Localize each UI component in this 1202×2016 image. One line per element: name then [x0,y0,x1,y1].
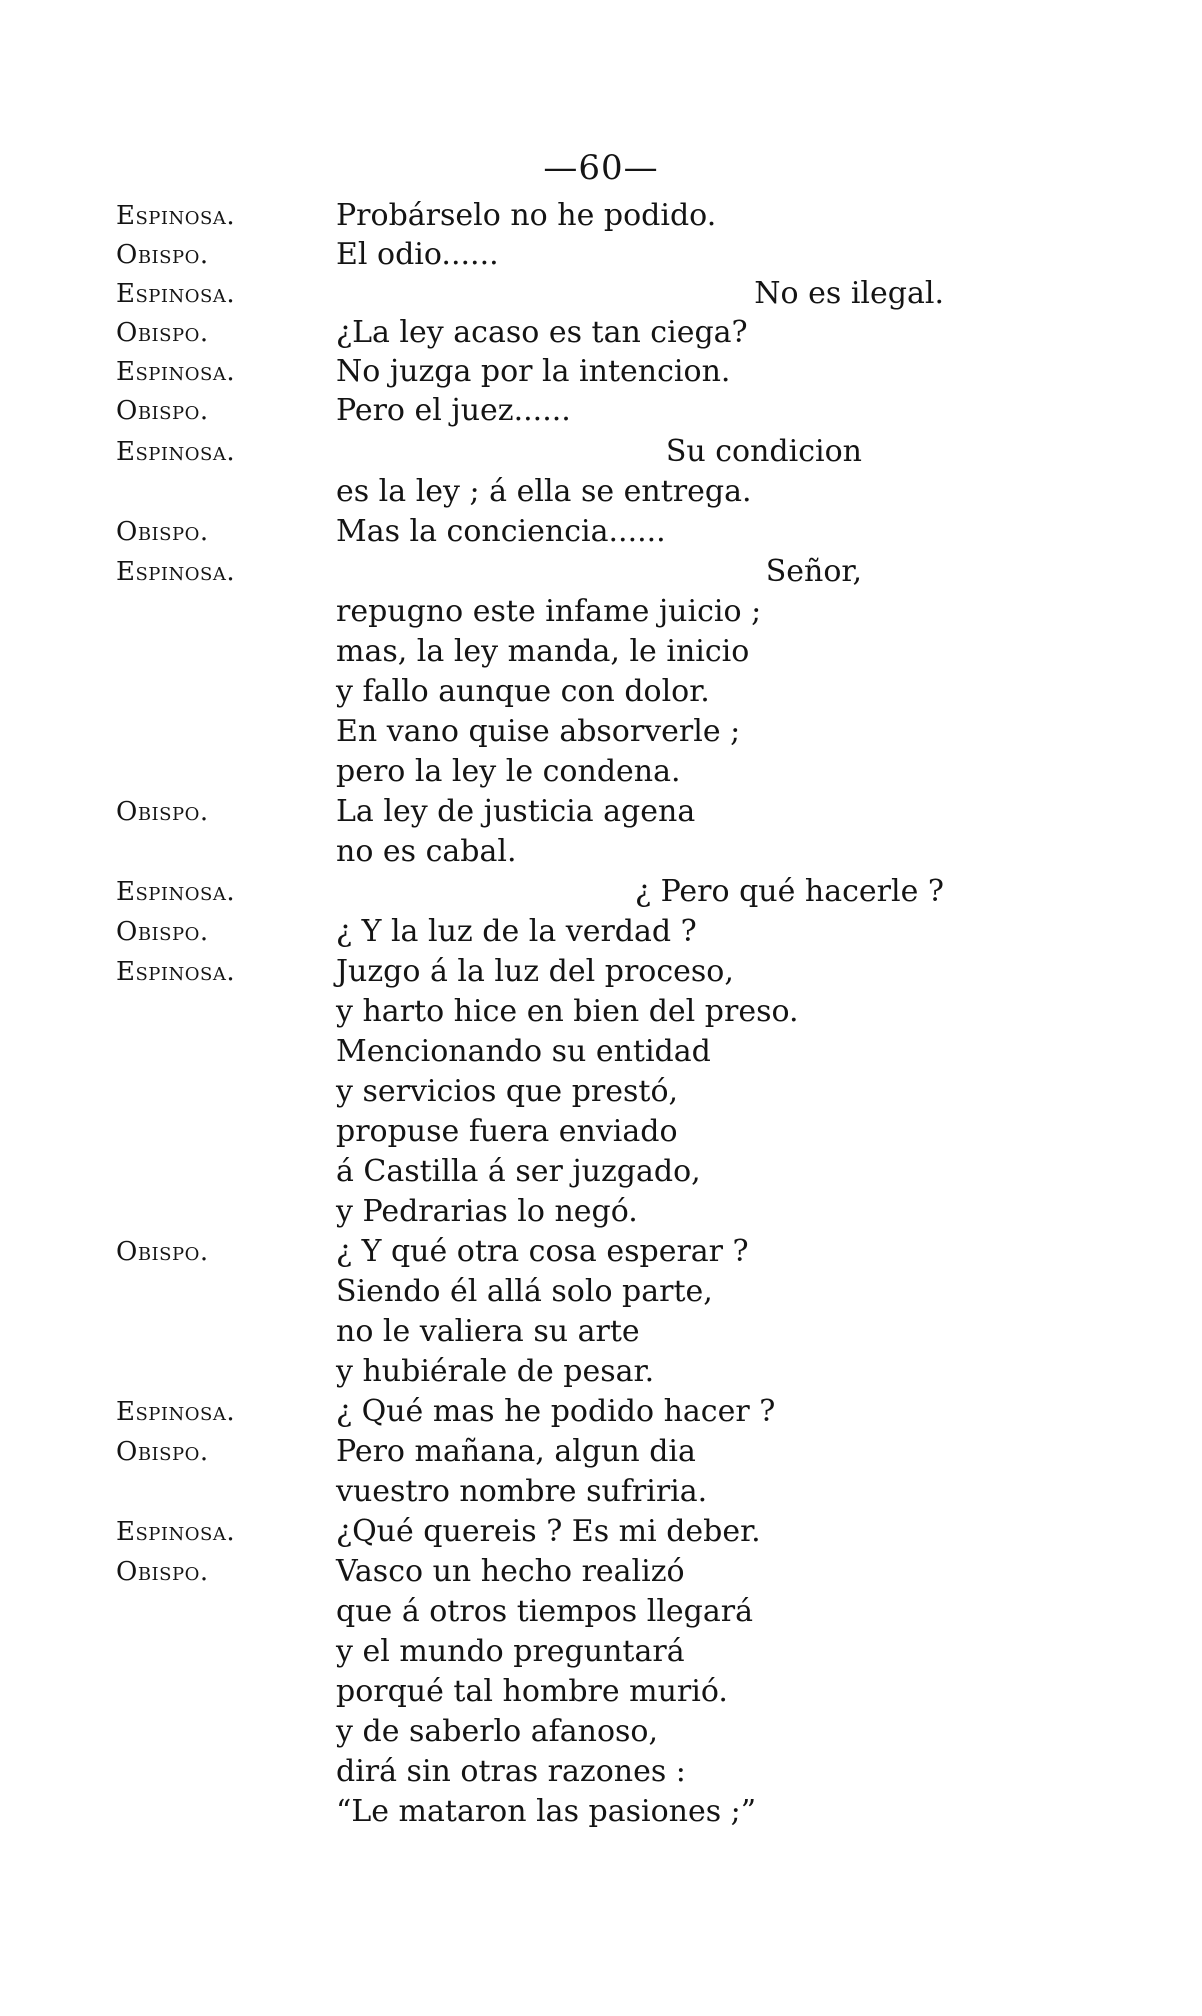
verse-text: y harto hice en bien del preso. [336,994,799,1029]
page-number: —60— [543,148,659,188]
dialogue-line [0,1392,1202,1432]
dialogue-line [0,235,1202,275]
dialogue-line [0,1472,1202,1512]
speaker-name: Obispo. [116,1557,209,1587]
dialogue-line [0,196,1202,236]
verse-text: propuse fuera enviado [336,1114,678,1149]
dialogue-line [0,1232,1202,1272]
verse-text: No es ilegal. [754,276,944,311]
verse-text: El odio...... [336,237,499,272]
dialogue-line [0,1272,1202,1312]
verse-text: “Le mataron las pasiones ;” [336,1794,757,1829]
verse-text: mas, la ley manda, le inicio [336,634,750,669]
speaker-name: Espinosa. [116,557,236,587]
speaker-name: Espinosa. [116,437,236,467]
verse-text: Pero mañana, algun dia [336,1434,696,1469]
speaker-name: Espinosa. [116,957,236,987]
speaker-name: Espinosa. [116,357,236,387]
dialogue-line [0,712,1202,752]
verse-text: y hubiérale de pesar. [336,1354,655,1389]
speaker-name: Obispo. [116,517,209,547]
dialogue-line [0,1512,1202,1552]
dialogue-line [0,274,1202,314]
dialogue-line [0,1792,1202,1832]
verse-text: porqué tal hombre murió. [336,1674,728,1709]
dialogue-line [0,1592,1202,1632]
verse-text: Juzgo á la luz del proceso, [336,954,734,989]
speaker-name: Obispo. [116,1237,209,1267]
verse-text: es la ley ; á ella se entrega. [336,474,752,509]
speaker-name: Obispo. [116,396,209,426]
verse-text: Pero el juez...... [336,393,571,428]
dialogue-line [0,391,1202,431]
verse-text: no le valiera su arte [336,1314,640,1349]
dialogue-line [0,1712,1202,1752]
verse-text: y servicios que prestó, [336,1074,679,1109]
dialogue-line [0,1032,1202,1072]
dialogue-line [0,832,1202,872]
verse-text: que á otros tiempos llegará [336,1594,753,1629]
speaker-name: Espinosa. [116,201,236,231]
verse-text: Probárselo no he podido. [336,198,717,233]
dialogue-line [0,1072,1202,1112]
verse-text: y fallo aunque con dolor. [336,674,710,709]
dialogue-line [0,432,1202,472]
verse-text: Señor, [765,554,862,589]
speaker-name: Espinosa. [116,1397,236,1427]
dialogue-line [0,992,1202,1032]
dialogue-line [0,552,1202,592]
speaker-name: Obispo. [116,240,209,270]
dialogue-line [0,1632,1202,1672]
dialogue-line [0,592,1202,632]
dialogue-line [0,472,1202,512]
verse-text: á Castilla á ser juzgado, [336,1154,701,1189]
dialogue-line [0,512,1202,552]
verse-text: y de saberlo afanoso, [336,1714,659,1749]
verse-text: y Pedrarias lo negó. [336,1194,638,1229]
dialogue-line [0,752,1202,792]
dialogue-line [0,632,1202,672]
verse-text: vuestro nombre sufriria. [336,1474,708,1509]
dialogue-line [0,952,1202,992]
verse-text: Mas la conciencia...... [336,514,666,549]
dialogue-line [0,1312,1202,1352]
speaker-name: Obispo. [116,1437,209,1467]
dialogue-line [0,1752,1202,1792]
dialogue-line [0,1432,1202,1472]
verse-text: En vano quise absorverle ; [336,714,741,749]
verse-text: Siendo él allá solo parte, [336,1274,713,1309]
verse-text: Mencionando su entidad [336,1034,711,1069]
verse-text: No juzga por la intencion. [336,354,731,389]
dialogue-line [0,1672,1202,1712]
verse-text: pero la ley le condena. [336,754,681,789]
verse-text: repugno este infame juicio ; [336,594,762,629]
dialogue-line [0,672,1202,712]
verse-text: ¿La ley acaso es tan ciega? [336,315,748,350]
verse-text: dirá sin otras razones : [336,1754,686,1789]
dialogue-line [0,792,1202,832]
speaker-name: Obispo. [116,917,209,947]
dialogue-line [0,1352,1202,1392]
verse-text: y el mundo preguntará [336,1634,685,1669]
dialogue-line [0,352,1202,392]
dialogue-line [0,313,1202,353]
speaker-name: Obispo. [116,797,209,827]
verse-text: ¿ Pero qué hacerle ? [634,874,944,909]
dialogue-line [0,1192,1202,1232]
dialogue-line [0,872,1202,912]
verse-text: ¿ Y qué otra cosa esperar ? [336,1234,749,1269]
verse-text: ¿ Qué mas he podido hacer ? [336,1394,776,1429]
dialogue-line [0,1112,1202,1152]
speaker-name: Espinosa. [116,1517,236,1547]
dialogue-line [0,1552,1202,1592]
dialogue-line [0,912,1202,952]
dialogue-line [0,1152,1202,1192]
speaker-name: Obispo. [116,318,209,348]
verse-text: Su condicion [665,434,862,469]
verse-text: La ley de justicia agena [336,794,696,829]
speaker-name: Espinosa. [116,279,236,309]
verse-text: ¿Qué quereis ? Es mi deber. [336,1514,761,1549]
verse-text: Vasco un hecho realizó [336,1554,685,1589]
verse-text: no es cabal. [336,834,517,869]
verse-text: ¿ Y la luz de la verdad ? [336,914,697,949]
speaker-name: Espinosa. [116,877,236,907]
